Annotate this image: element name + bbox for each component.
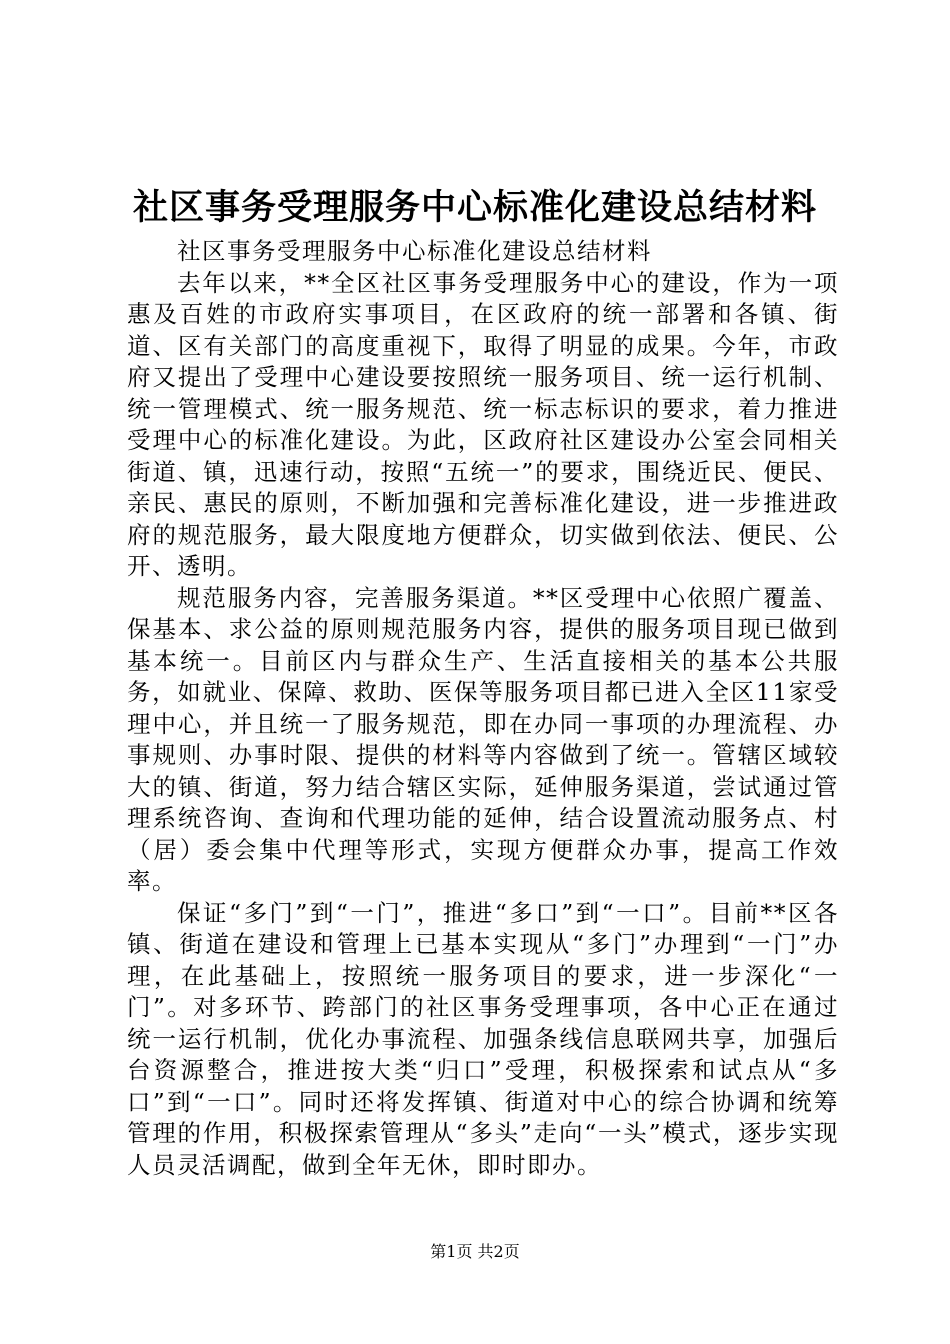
paragraph-one-door: 保证“多门”到“一门”，推进“多口”到“一口”。目前**区各镇、街道在建设和管理上已基本实现从“多门”办理到“一门”办理，在此基础上，按照统一服务项目的要求，进一步深化“一门”。对多环节、跨部门的社区事务受理事项，各中心正在通过统一运行机制，优化办事流程、加强条线信息联网共享，加强后台资源整合，推进按大类“归口”受理，积极探索和试点从“多口”到“一口”。同时还将发挥镇、街道对中心的综合协调和统筹管理的作用，积极探索管理从“多头”走向“一头”模式，逐步实现人员灵活调配，做到全年无休，即时即办。 <box>127 898 839 1179</box>
paragraph-service-content: 规范服务内容，完善服务渠道。**区受理中心依照广覆盖、保基本、求公益的原则规范服务内容，提供的服务项目现已做到基本统一。目前区内与群众生产、生活直接相关的基本公共服务，如就业、保障、救助、医保等服务项目都已进入全区11家受理中心，并且统一了服务规范，即在办同一事项的办理流程、办事规则、办事时限、提供的材料等内容做到了统一。管辖区域较大的镇、街道，努力结合辖区实际，延伸服务渠道，尝试通过管理系统咨询、查询和代理功能的延伸，结合设置流动服务点、村（居）委会集中代理等形式，实现方便群众办事，提高工作效率。 <box>127 583 839 895</box>
document-title: 社区事务受理服务中心标准化建设总结材料 <box>132 188 817 228</box>
page-number-footer: 第1页 共2页 <box>430 1242 520 1261</box>
document-subtitle: 社区事务受理服务中心标准化建设总结材料 <box>177 237 652 265</box>
paragraph-intro: 去年以来，**全区社区事务受理服务中心的建设，作为一项惠及百姓的市政府实事项目，在区政府的统一部署和各镇、街道、区有关部门的高度重视下，取得了明显的成果。今年，市政府又提出了受理中心建设要按照统一服务项目、统一运行机制、统一管理模式、统一服务规范、统一标志标识的要求，着力推进受理中心的标准化建设。为此，区政府社区建设办公室会同相关街道、镇，迅速行动，按照“五统一”的要求，围绕近民、便民、亲民、惠民的原则，不断加强和完善标准化建设，进一步推进政府的规范服务，最大限度地方便群众，切实做到依法、便民、公开、透明。 <box>127 268 839 580</box>
document-body <box>127 236 839 1181</box>
